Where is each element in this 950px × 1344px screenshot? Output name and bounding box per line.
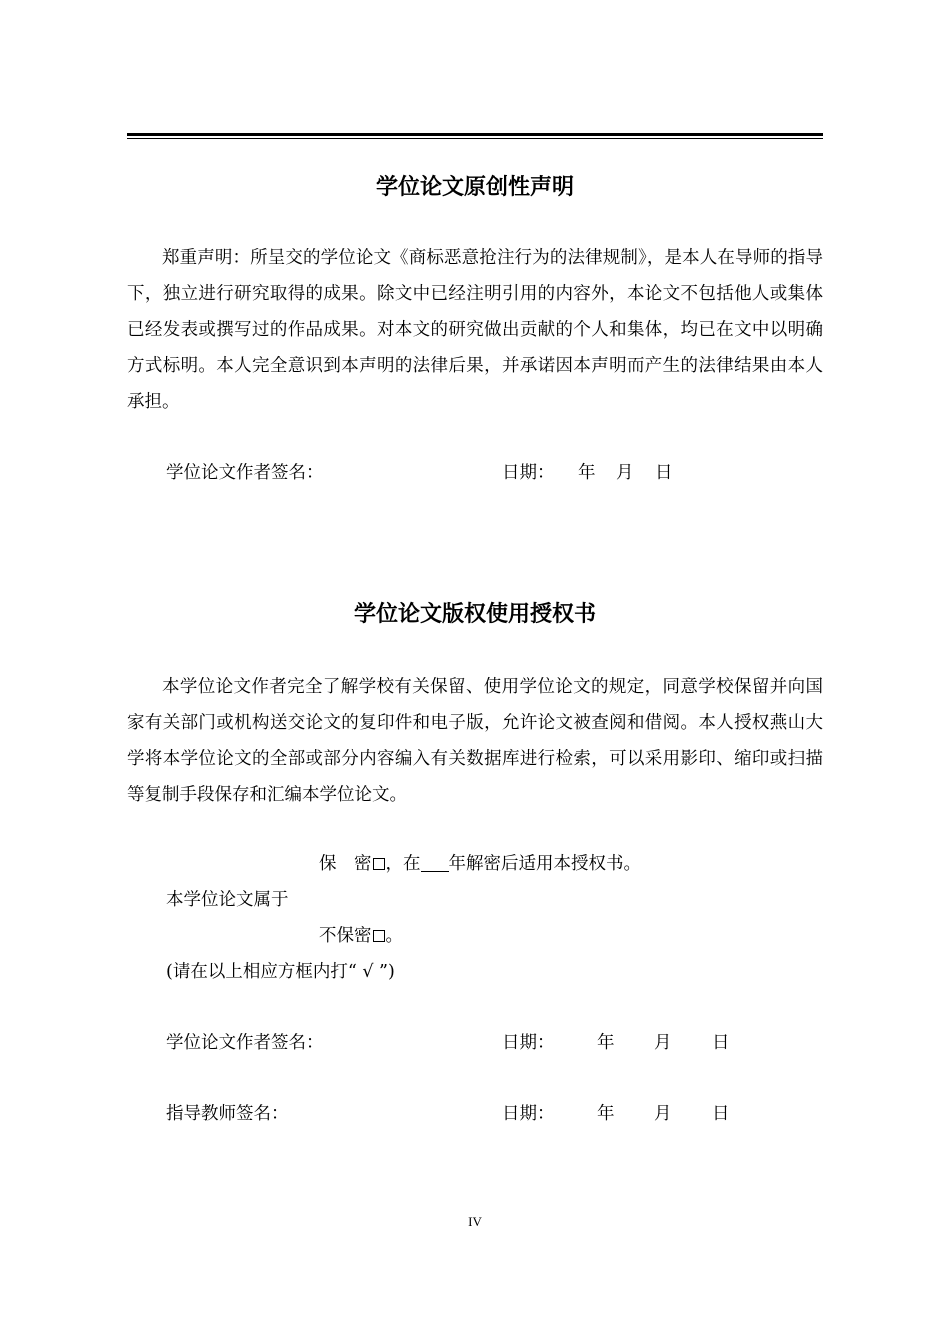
declaration-year: 年: [578, 463, 596, 483]
declaration-date-label: 日期：: [502, 463, 555, 483]
advisor-day: 日: [712, 1104, 730, 1124]
option-secret-suffix: 年解密后适用本授权书。: [448, 854, 641, 874]
authorization-author-year: 年: [597, 1033, 615, 1053]
secret-years-blank[interactable]: [421, 853, 449, 872]
authorization-title: 学位论文版权使用授权书: [353, 602, 596, 627]
option-nonsecret-suffix: 。: [385, 926, 403, 946]
declaration-author-sign-label: 学位论文作者签名：: [166, 463, 324, 483]
header-rule-thin: [127, 138, 823, 139]
authorization-author-sign-label: 学位论文作者签名：: [166, 1033, 324, 1053]
declaration-title: 学位论文原创性声明: [375, 175, 574, 200]
authorization-body: 本学位论文作者完全了解学校有关保留、使用学位论文的规定，同意学校保留并向国家有关部门或机构送交论文的复印件和电子版，允许论文被查阅和借阅。本人授权燕山大学将本学位论文的全部或部分内容编入有关数据库进行检索，可以采用影印、缩印或扫描等复制手段保存和汇编本学位论文。: [127, 677, 823, 805]
declaration-body: 郑重声明：所呈交的学位论文《商标恶意抢注行为的法律规制》，是本人在导师的指导下，独立进行研究取得的成果。除文中已经注明引用的内容外，本论文不包括他人或集体已经发表或撰写过的作品成果。对本文的研究做出贡献的个人和集体，均已在文中以明确方式标明。本人完全意识到本声明的法律后果，并承诺因本声明而产生的法律结果由本人承担。: [127, 248, 823, 412]
nonsecret-checkbox[interactable]: [373, 930, 385, 942]
option-nonsecret-prefix: 不保密: [319, 926, 372, 946]
belongs-label: 本学位论文属于: [166, 890, 289, 910]
option-secret: [319, 852, 641, 876]
advisor-date-label: 日期：: [502, 1104, 555, 1124]
checkbox-instruction: (请在以上相应方框内打“ √ ”): [166, 962, 395, 982]
authorization-author-month: 月: [654, 1033, 672, 1053]
advisor-year: 年: [597, 1104, 615, 1124]
authorization-author-day: 日: [712, 1033, 730, 1053]
option-secret-mid: ，在: [385, 854, 421, 874]
header-rule-thick: [127, 133, 823, 136]
declaration-month: 月: [616, 463, 634, 483]
declaration-day: 日: [655, 463, 673, 483]
advisor-sign-label: 指导教师签名：: [166, 1104, 289, 1124]
secret-checkbox[interactable]: [373, 858, 385, 870]
authorization-author-date-label: 日期：: [502, 1033, 555, 1053]
option-nonsecret: [319, 924, 403, 948]
page-number: IV: [468, 1214, 482, 1229]
advisor-month: 月: [654, 1104, 672, 1124]
option-secret-prefix: 保 密: [319, 854, 372, 874]
